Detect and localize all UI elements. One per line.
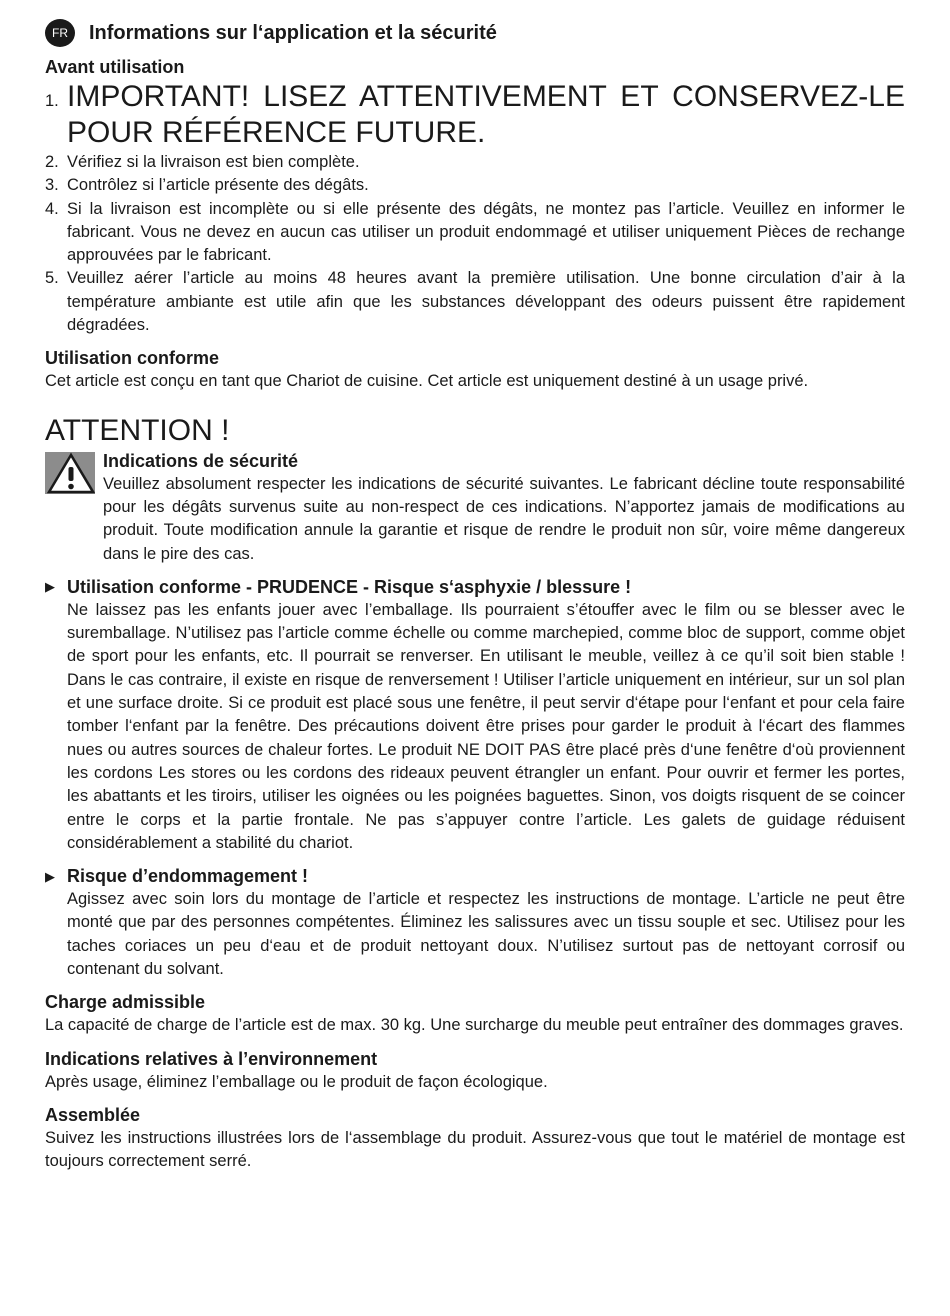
list-text: Si la livraison est incomplète ou si elle présente des dégâts, ne montez pas l’article. Veuillez en informer le fabricant. Vous ne devez en aucun cas utiliser un produit endommagé et utiliser uniquement Pièces de rechange approuvées par le fabricant. [67,199,905,265]
section-indications-securite [45,450,905,566]
list-number: 1. [45,92,59,110]
heading-indications-securite: Indications de sécurité [103,450,299,471]
paragraph: Suivez les instructions illustrées lors de l‘assemblage du produit. Assurez-vous que tout le matériel de montage est toujours correctement serré. [45,1128,905,1171]
paragraph: La capacité de charge de l’article est de max. 30 kg. Une surcharge du meuble peut entraîner des dommages graves. [45,1016,904,1035]
heading-avant-utilisation: Avant utilisation [45,57,185,77]
list-number: 3. [45,176,59,195]
list-text: Contrôlez si l’article présente des dégâts. [67,176,369,195]
heading-environnement: Indications relatives à l’environnement [45,1048,378,1069]
heading-endommagement: Risque d’endommagement ! [67,866,309,887]
heading-prudence: Utilisation conforme - PRUDENCE - Risque s‘asphyxie / blessure ! [67,576,632,597]
section-prudence [45,576,905,855]
avant-utilisation-list [45,79,905,337]
heading-charge-admissible: Charge admissible [45,992,206,1013]
list-number: 5. [45,269,59,288]
paragraph: Veuillez absolument respecter les indications de sécurité suivantes. Le fabricant décline toute responsabilité pour les dégâts survenus suite au non-respect de ces indications. N’apportez jamais de modifications au produit. Toute modification annule la garantie et risque de rendre le produit non sûr, voire même dangereux dans le pire des cas. [103,474,905,563]
list-item [45,198,905,268]
warning-icon [45,452,95,494]
paragraph: Après usage, éliminez l’emballage ou le produit de façon écologique. [45,1072,548,1091]
attention-title: ATTENTION ! [45,413,230,447]
heading-assemblee: Assemblée [45,1104,141,1125]
list-number: 2. [45,153,59,171]
heading-utilisation-conforme: Utilisation conforme [45,348,220,369]
document-page [45,18,905,1174]
paragraph: Agissez avec soin lors du montage de l’article et respectez les instructions de montage. L’article ne peut être monté que par des personnes compétentes. Éliminez les salissures avec un tissu souple et sec. Utilisez pour les taches coriaces un peu d‘eau et de produit nettoyant doux. N’utilisez surtout pas de nettoyant corrosif ou contenant du solvant. [67,890,905,979]
paragraph: Ne laissez pas les enfants jouer avec l’emballage. Ils pourraient s’étouffer avec le film ou se blesser avec le suremballage. N’utilisez pas l’article comme échelle ou comme marchepied, comme bloc de support, comme objet de sport pour les enfants, etc. Il pourrait se renverser. En utilisant le meuble, veillez à ce qu’il soit bien stable ! Dans le cas contraire, il existe en risque de renversement ! Utiliser l’article uniquement en intérieur, sur un sol plan et une surface droite. Si ce produit est placé sous une fenêtre, il peut servir d‘étape pour l‘enfant et pour cela faire tomber l‘enfant par la fenêtre. Des précautions doivent être prises pour garder le produit à l‘écart des flammes nues ou autres sources de chaleur fortes. Le produit NE DOIT PAS être placé près d‘une fenêtre d‘où proviennent les cordons Les stores ou les cordons des rideaux peuvent étrangler un enfant. Pour ouvrir et fermer les portes, les abattants et les tiroirs, utiliser les oignées ou les poignées baguettes. Sinon, vos doigts risquent de se coincer entre le corps et la partie frontale. Ne pas s’appuyer contre l’article. Les galets de guidage réduisent considérablement a stabilité du chariot. [67,600,905,852]
paragraph: Cet article est conçu en tant que Chariot de cuisine. Cet article est uniquement destiné à un usage privé. [45,372,809,391]
page-header [45,18,905,48]
page-title: Informations sur l‘application et la sécurité [89,21,497,44]
section-environnement [45,1048,905,1094]
list-number: 4. [45,199,59,218]
list-text: Veuillez aérer l’article au moins 48 heures avant la première utilisation. Une bonne circulation d’air à la température ambiante est utile afin que les substances développant des odeurs puissent être rapidement dégradées. [67,269,905,335]
triangle-right-icon: ▶ [45,868,55,884]
triangle-right-icon: ▶ [45,579,55,595]
section-assemblee [45,1104,905,1174]
language-badge: FR [45,19,75,47]
section-utilisation-conforme [45,347,905,393]
list-text: IMPORTANT! LISEZ ATTENTIVEMENT ET CONSERVEZ-LE POUR RÉFÉRENCE FUTURE. [67,80,905,149]
section-charge-admissible [45,991,905,1037]
section-endommagement [45,865,905,981]
list-item [45,267,905,337]
list-item [45,174,905,197]
list-item [45,79,905,151]
list-item [45,151,905,174]
list-text: Vérifiez si la livraison est bien complète. [67,153,360,171]
